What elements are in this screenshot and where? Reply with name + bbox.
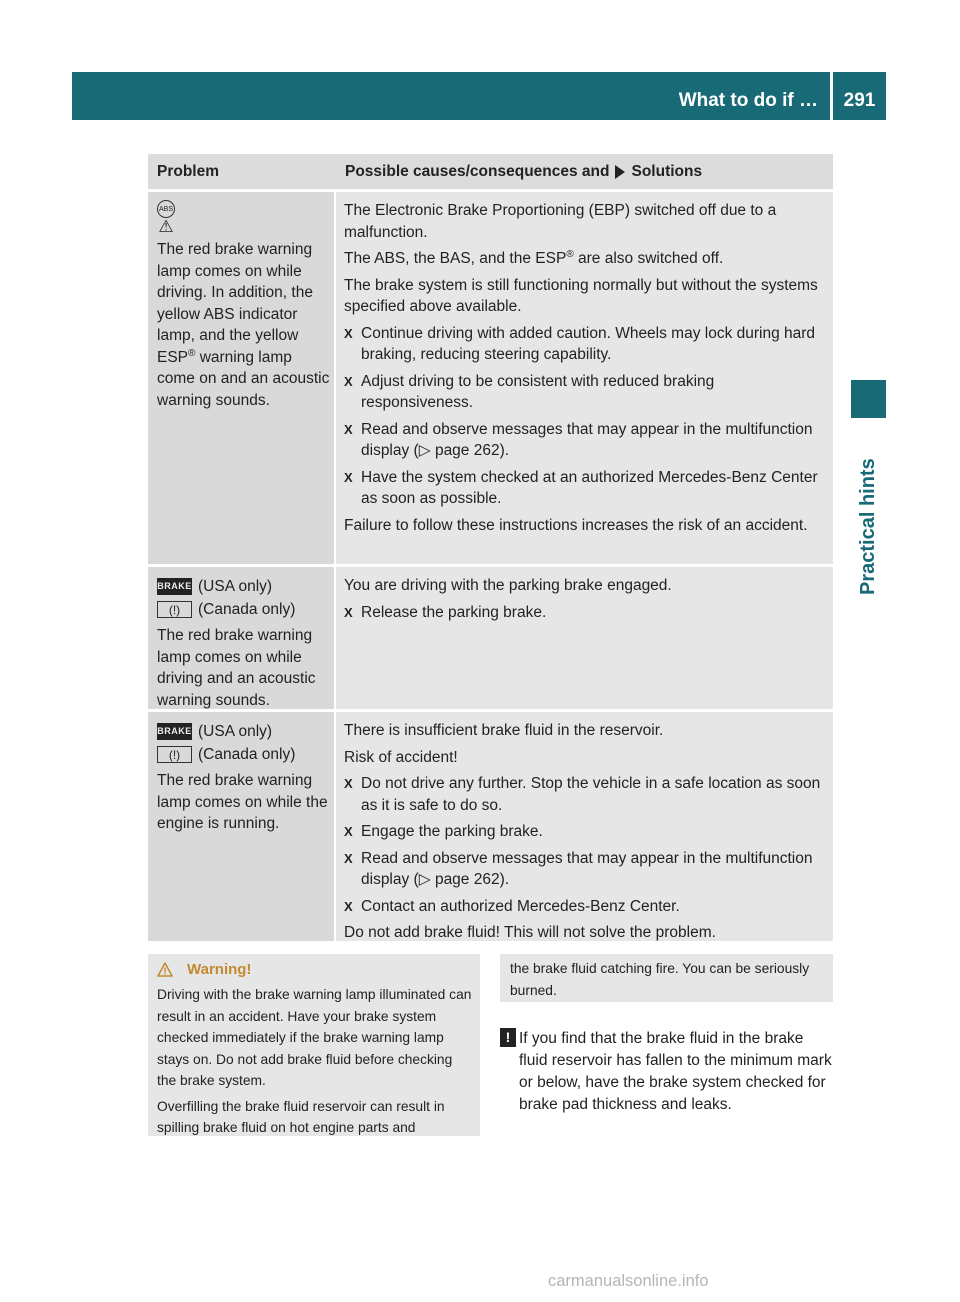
warning-text: Driving with the brake warning lamp illuminated can result in an accident. Have your brake system checked immediately if the brake warning lamp stays on. Do not add brake fluid before checking the brake system. xyxy=(157,987,472,1088)
step-text: Continue driving with added caution. Wheels may lock during hard braking, reducing steering capability. xyxy=(361,324,816,363)
warning-continued-text: the brake fluid catching fire. You can be seriously burned. xyxy=(510,961,810,998)
column-header-solutions-post: Solutions xyxy=(631,163,703,180)
symbol-line xyxy=(157,218,330,235)
step-text: Read and observe messages that may appear in the multifunction display (▷ page 262). xyxy=(361,420,813,459)
warning-triangle-icon xyxy=(157,962,173,978)
brake-warning-icon: (!) xyxy=(157,601,192,618)
problem-table xyxy=(148,154,833,941)
symbol-line xyxy=(157,720,330,743)
step-marker-icon: X xyxy=(344,850,353,866)
solution-cell xyxy=(336,712,833,941)
cause-text: Do not add brake fluid! This will not solve the problem. xyxy=(344,924,716,941)
solution-cell xyxy=(336,192,833,564)
symbol-line xyxy=(157,743,330,766)
esp-warning-icon: ⚠ xyxy=(158,217,174,236)
warning-continued-box xyxy=(500,954,833,1002)
step-marker-icon: X xyxy=(344,604,353,620)
solution-step xyxy=(344,323,825,366)
warning-box xyxy=(148,954,480,1136)
step-text: Engage the parking brake. xyxy=(361,823,543,840)
table-row xyxy=(148,567,833,709)
step-marker-icon: X xyxy=(344,421,353,437)
solution-step xyxy=(344,821,825,843)
step-marker-icon: X xyxy=(344,373,353,389)
problem-cell xyxy=(148,712,334,941)
step-text: Have the system checked at an authorized Mercedes-Benz Center as soon as possible. xyxy=(361,468,818,507)
cause-text: There is insufficient brake fluid in the reservoir. xyxy=(344,722,664,739)
side-tab-label: Practical hints xyxy=(857,458,879,595)
brake-warning-icon: (!) xyxy=(157,746,192,763)
problem-description: The red brake warning lamp comes on while driving. In addition, the yellow ABS indicator lamp, and the yellow ESP® warning lamp come on and an acoustic warning sounds. xyxy=(157,241,330,409)
note-text: If you find that the brake fluid in the brake fluid reservoir has fallen to the minimum mark or below, have the brake system checked for brake pad thickness and leaks. xyxy=(519,1030,832,1113)
step-text: Do not drive any further. Stop the vehicle in a safe location as soon as it is safe to do so. xyxy=(361,775,821,814)
table-row xyxy=(148,712,833,941)
watermark: carmanualsonline.info xyxy=(548,1272,709,1290)
warning-text: Overfilling the brake fluid reservoir can result in spilling brake fluid on hot engine parts and xyxy=(157,1098,445,1135)
cause-text: The brake system is still functioning normally but without the systems specified above available. xyxy=(344,276,818,315)
problem-cell xyxy=(148,192,334,564)
solution-cell xyxy=(336,567,833,709)
column-header-problem: Problem xyxy=(157,163,220,180)
column-header-solutions-pre: Possible causes/consequences and xyxy=(345,163,610,180)
note-block xyxy=(500,1028,835,1116)
page-number: 291 xyxy=(843,90,876,111)
solution-step xyxy=(344,896,825,918)
side-tab xyxy=(851,425,886,595)
side-tab-marker xyxy=(851,380,886,418)
solution-step xyxy=(344,371,825,414)
region-canada: (Canada only) xyxy=(198,601,296,618)
step-marker-icon: X xyxy=(344,776,353,791)
step-marker-icon: X xyxy=(344,469,353,485)
symbol-line xyxy=(157,200,330,218)
solution-step xyxy=(344,467,825,510)
step-marker-icon: X xyxy=(344,325,353,341)
table-row xyxy=(148,192,833,564)
cause-text: The ABS, the BAS, and the ESP® are also switched off. xyxy=(344,248,724,267)
step-marker-icon: X xyxy=(344,898,353,914)
exclamation-icon: ! xyxy=(500,1028,516,1047)
warning-title: Warning! xyxy=(187,961,252,978)
solution-step xyxy=(344,419,825,462)
problem-description: The red brake warning lamp comes on while the engine is running. xyxy=(157,772,328,832)
symbol-line xyxy=(157,598,330,621)
solution-step xyxy=(344,602,825,624)
cause-text: The Electronic Brake Proportioning (EBP) switched off due to a malfunction. xyxy=(344,202,777,241)
solution-step xyxy=(344,848,825,891)
cause-text: Risk of accident! xyxy=(344,748,458,766)
step-marker-icon: X xyxy=(344,824,353,839)
warning-heading xyxy=(157,960,472,980)
abs-warning-icon: ABS xyxy=(157,200,175,218)
column-header-solutions xyxy=(336,154,833,189)
table-header xyxy=(148,154,833,189)
brake-lamp-icon: BRAKE xyxy=(157,578,192,595)
step-text: Contact an authorized Mercedes-Benz Center. xyxy=(361,897,680,915)
cause-text: Failure to follow these instructions increases the risk of an accident. xyxy=(344,516,808,534)
problem-cell xyxy=(148,567,334,709)
region-usa: (USA only) xyxy=(198,723,273,740)
arrow-right-icon xyxy=(615,165,625,179)
solution-step xyxy=(344,773,825,816)
brake-lamp-icon: BRAKE xyxy=(157,723,192,740)
step-text: Adjust driving to be consistent with reduced braking responsiveness. xyxy=(361,372,715,411)
region-canada: (Canada only) xyxy=(198,746,296,763)
cause-text: You are driving with the parking brake engaged. xyxy=(344,577,672,594)
region-usa: (USA only) xyxy=(198,578,273,595)
symbol-line xyxy=(157,575,330,598)
step-text: Read and observe messages that may appear in the multifunction display (▷ page 262). xyxy=(361,849,813,888)
section-title: What to do if … xyxy=(678,90,818,111)
step-text: Release the parking brake. xyxy=(361,603,547,621)
problem-description: The red brake warning lamp comes on while driving and an acoustic warning sounds. xyxy=(157,627,316,709)
